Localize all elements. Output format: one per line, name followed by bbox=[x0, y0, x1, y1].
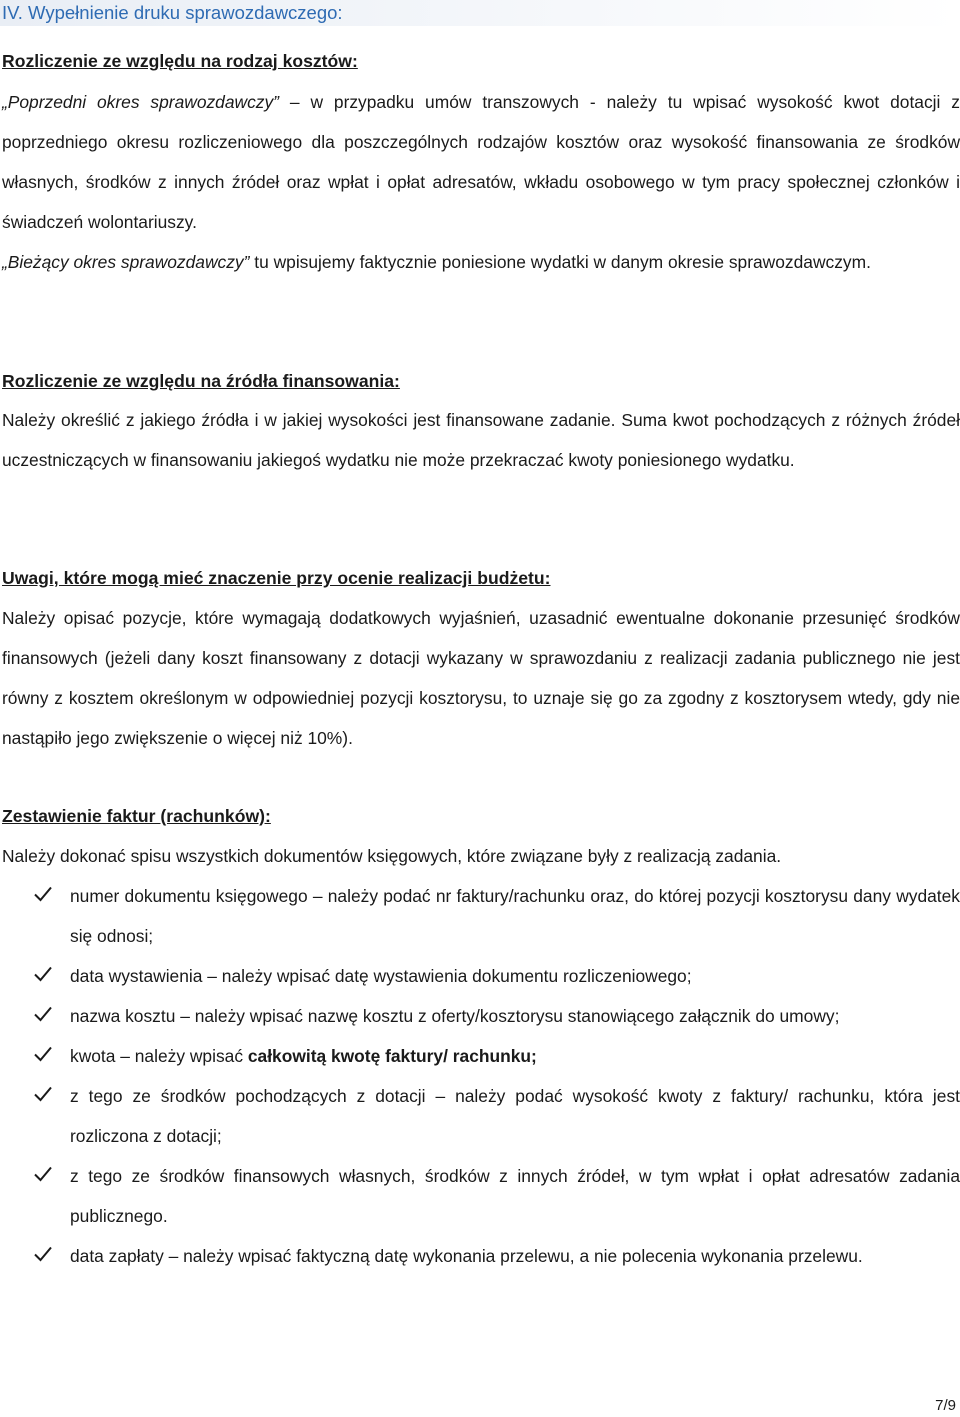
costs-section bbox=[2, 50, 960, 72]
remarks-heading: Uwagi, które mogą mieć znaczenie przy ocenie realizacji budżetu: bbox=[2, 568, 551, 588]
list-item: data wystawienia – należy wpisać datę wystawienia dokumentu rozliczeniowego; bbox=[34, 956, 960, 996]
invoice-fields-list bbox=[34, 876, 960, 1276]
invoices-intro: Należy dokonać spisu wszystkich dokumentów księgowych, które związane były z realizacją zadania. bbox=[2, 846, 782, 866]
remarks-paragraph: Należy opisać pozycje, które wymagają dodatkowych wyjaśnień, uzasadnić ewentualne dokonanie przesunięć środków finansowych (jeżeli dany koszt finansowany z dotacji wykazany w sprawozdaniu z realizacji zadania publicznego nie jest równy z kosztem określonym w odpowiedniej pozycji kosztorysu, to uznaje się go za zgodny z kosztorysem wtedy, gdy nie nastąpiło jego zwiększenie o więcej niż 10%). bbox=[2, 608, 960, 748]
checkmark-icon bbox=[34, 1006, 52, 1022]
checkmark-icon bbox=[34, 1086, 52, 1102]
sources-section bbox=[2, 370, 960, 392]
remarks-section bbox=[2, 567, 960, 589]
page-number: 7/9 bbox=[935, 1397, 956, 1414]
invoices-section bbox=[2, 805, 960, 827]
list-item: z tego ze środków finansowych własnych, środków z innych źródeł, w tym wpłat i opłat adresatów zadania publicznego. bbox=[34, 1156, 960, 1236]
sources-paragraph bbox=[2, 400, 960, 480]
checkmark-icon bbox=[34, 1246, 52, 1262]
prev-term: „Poprzedni okres sprawozdawczy” bbox=[2, 92, 279, 112]
costs-prev-paragraph bbox=[2, 82, 960, 242]
checkmark-icon bbox=[34, 966, 52, 982]
checkmark-icon bbox=[34, 1166, 52, 1182]
sources-text-2: Suma kwot pochodzących z różnych źródeł uczestniczących w finansowaniu jakiegoś wydatku nie może przekraczać kwoty poniesionego wydatku. bbox=[2, 410, 960, 470]
section-title: IV. Wypełnienie druku sprawozdawczego: bbox=[0, 0, 960, 26]
sources-heading: Rozliczenie ze względu na źródła finansowania: bbox=[2, 371, 400, 391]
sources-text-1: Należy określić z jakiego źródła i w jakiej wysokości jest finansowane zadanie. bbox=[2, 410, 616, 430]
curr-term: „Bieżący okres sprawozdawczy” bbox=[2, 252, 250, 272]
prev-text: – w przypadku umów transzowych - należy tu wpisać wysokość kwot dotacji z poprzedniego okresu rozliczeniowego dla poszczególnych rodzajów kosztów oraz wysokość finansowania ze środków własnych, środków z innych źródeł oraz wpłat i opłat adresatów, wkładu osobowego w tym pracy społecznej członków i świadczeń wolontariuszy. bbox=[2, 92, 960, 232]
costs-heading: Rozliczenie ze względu na rodzaj kosztów: bbox=[2, 51, 358, 71]
list-item: kwota – należy wpisać całkowitą kwotę faktury/ rachunku; bbox=[34, 1036, 960, 1076]
invoices-heading: Zestawienie faktur (rachunków): bbox=[2, 806, 271, 826]
list-item: data zapłaty – należy wpisać faktyczną datę wykonania przelewu, a nie polecenia wykonania przelewu. bbox=[34, 1236, 960, 1276]
list-item: z tego ze środków pochodzących z dotacji – należy podać wysokość kwoty z faktury/ rachunku, która jest rozliczona z dotacji; bbox=[34, 1076, 960, 1156]
list-item: nazwa kosztu – należy wpisać nazwę kosztu z oferty/kosztorysu stanowiącego załącznik do umowy; bbox=[34, 996, 960, 1036]
costs-curr-paragraph bbox=[2, 242, 960, 282]
checkmark-icon bbox=[34, 886, 52, 902]
list-item: numer dokumentu księgowego – należy podać nr faktury/rachunku oraz, do której pozycji kosztorysu dany wydatek się odnosi; bbox=[34, 876, 960, 956]
checkmark-icon bbox=[34, 1046, 52, 1062]
curr-text: tu wpisujemy faktycznie poniesione wydatki w danym okresie sprawozdawczym. bbox=[249, 252, 871, 272]
